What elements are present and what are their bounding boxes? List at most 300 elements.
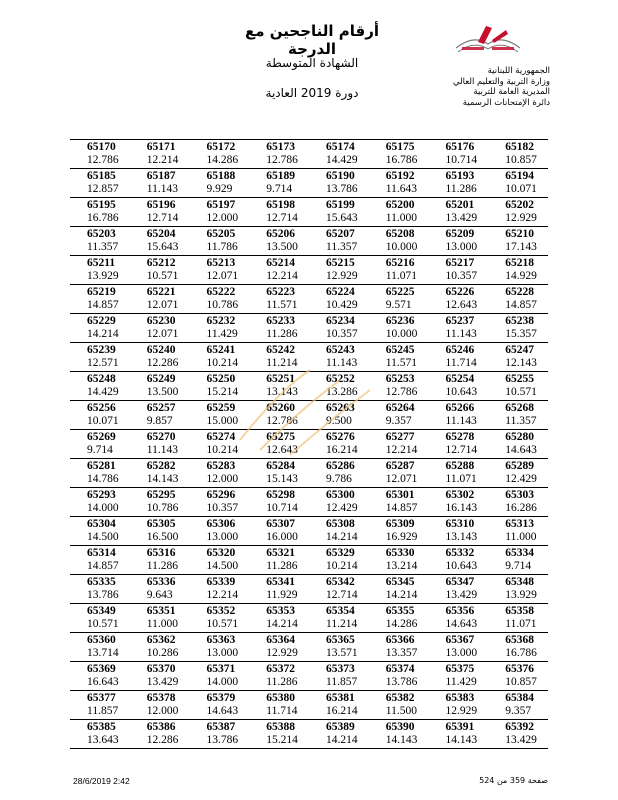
candidate-grade: 14.143 bbox=[146, 473, 179, 485]
candidate-grade: 10.571 bbox=[505, 386, 537, 398]
table-cell bbox=[369, 720, 429, 748]
candidate-grade: 13.429 bbox=[445, 589, 478, 601]
candidate-grade: 16.786 bbox=[385, 154, 418, 166]
candidate-number: 65372 bbox=[266, 663, 295, 675]
table-cell bbox=[309, 459, 369, 487]
candidate-number: 65360 bbox=[87, 634, 116, 646]
candidate-grade: 13.143 bbox=[445, 531, 478, 543]
candidate-number: 65219 bbox=[87, 286, 116, 298]
candidate-grade: 14.286 bbox=[206, 154, 239, 166]
candidate-grade: 12.929 bbox=[266, 647, 298, 659]
candidate-number: 65192 bbox=[385, 170, 415, 182]
candidate-number: 65211 bbox=[87, 257, 116, 269]
table-cell bbox=[309, 488, 369, 516]
table-cell bbox=[190, 198, 250, 226]
table-cell bbox=[190, 546, 250, 574]
candidate-grade: 11.286 bbox=[266, 560, 298, 572]
table-cell bbox=[249, 314, 309, 342]
candidate-number: 65276 bbox=[326, 431, 355, 443]
candidate-grade: 11.714 bbox=[266, 705, 298, 717]
candidate-number: 65367 bbox=[445, 634, 475, 646]
candidate-grade: 10.214 bbox=[326, 560, 358, 572]
table-cell bbox=[488, 662, 548, 690]
candidate-grade: 12.786 bbox=[385, 386, 418, 398]
table-cell bbox=[488, 459, 548, 487]
table-cell bbox=[369, 459, 429, 487]
candidate-number: 65316 bbox=[146, 547, 176, 559]
candidate-grade: 13.786 bbox=[326, 183, 358, 195]
candidate-grade: 11.143 bbox=[146, 183, 178, 195]
table-cell bbox=[249, 285, 309, 313]
candidate-number: 65185 bbox=[87, 170, 116, 182]
candidate-number: 65228 bbox=[505, 286, 534, 298]
candidate-grade: 11.857 bbox=[87, 705, 119, 717]
candidate-grade: 9.786 bbox=[326, 473, 352, 485]
table-cell bbox=[488, 430, 548, 458]
candidate-grade: 14.143 bbox=[445, 734, 478, 746]
table-cell bbox=[429, 546, 489, 574]
candidate-grade: 12.071 bbox=[206, 270, 239, 282]
table-cell bbox=[70, 198, 130, 226]
candidate-grade: 13.929 bbox=[87, 270, 119, 282]
table-cell bbox=[309, 372, 369, 400]
candidate-number: 65233 bbox=[266, 315, 295, 327]
table-cell bbox=[190, 401, 250, 429]
candidate-number: 65281 bbox=[87, 460, 116, 472]
candidate-number: 65182 bbox=[505, 141, 534, 153]
candidate-number: 65240 bbox=[146, 344, 176, 356]
table-cell bbox=[309, 198, 369, 226]
candidate-number: 65175 bbox=[385, 141, 415, 153]
table-cell bbox=[70, 517, 130, 545]
candidate-number: 65222 bbox=[206, 286, 236, 298]
candidate-grade: 10.214 bbox=[206, 357, 239, 369]
candidate-number: 65170 bbox=[87, 141, 116, 153]
candidate-grade: 12.714 bbox=[266, 212, 298, 224]
candidate-number: 65374 bbox=[385, 663, 415, 675]
candidate-number: 65310 bbox=[445, 518, 475, 530]
candidate-grade: 10.786 bbox=[146, 502, 179, 514]
table-row bbox=[70, 662, 548, 691]
candidate-grade: 12.571 bbox=[87, 357, 119, 369]
table-cell bbox=[130, 401, 190, 429]
candidate-number: 65246 bbox=[445, 344, 475, 356]
candidate-grade: 10.429 bbox=[326, 299, 358, 311]
table-cell bbox=[130, 256, 190, 284]
candidate-number: 65380 bbox=[266, 692, 295, 704]
table-cell bbox=[70, 575, 130, 603]
table-cell bbox=[429, 285, 489, 313]
table-cell bbox=[309, 662, 369, 690]
candidate-grade: 12.143 bbox=[505, 357, 537, 369]
candidate-grade: 17.143 bbox=[505, 241, 537, 253]
candidate-grade: 14.214 bbox=[87, 328, 119, 340]
table-cell bbox=[488, 488, 548, 516]
table-cell bbox=[488, 314, 548, 342]
candidate-grade: 12.786 bbox=[87, 154, 119, 166]
candidate-number: 65329 bbox=[326, 547, 355, 559]
table-cell bbox=[190, 459, 250, 487]
table-cell bbox=[488, 720, 548, 748]
candidate-grade: 12.429 bbox=[326, 502, 358, 514]
table-cell bbox=[429, 662, 489, 690]
table-cell bbox=[249, 256, 309, 284]
candidate-number: 65341 bbox=[266, 576, 295, 588]
candidate-grade: 12.071 bbox=[146, 299, 179, 311]
candidate-number: 65234 bbox=[326, 315, 355, 327]
candidate-number: 65275 bbox=[266, 431, 295, 443]
table-cell bbox=[70, 343, 130, 371]
candidate-number: 65336 bbox=[146, 576, 176, 588]
table-cell bbox=[488, 575, 548, 603]
candidate-grade: 11.286 bbox=[445, 183, 477, 195]
table-cell bbox=[190, 372, 250, 400]
candidate-number: 65363 bbox=[206, 634, 236, 646]
table-cell bbox=[309, 691, 369, 719]
candidate-number: 65369 bbox=[87, 663, 116, 675]
candidate-grade: 11.786 bbox=[206, 241, 238, 253]
candidate-number: 65206 bbox=[266, 228, 295, 240]
candidate-number: 65303 bbox=[505, 489, 534, 501]
candidate-number: 65270 bbox=[146, 431, 176, 443]
table-row bbox=[70, 256, 548, 285]
candidate-grade: 10.000 bbox=[385, 241, 418, 253]
candidate-number: 65254 bbox=[445, 373, 475, 385]
table-cell bbox=[369, 140, 429, 168]
candidate-grade: 16.786 bbox=[87, 212, 119, 224]
table-cell bbox=[249, 604, 309, 632]
candidate-grade: 14.857 bbox=[87, 299, 119, 311]
table-cell bbox=[429, 691, 489, 719]
candidate-grade: 12.929 bbox=[445, 705, 478, 717]
candidate-grade: 13.000 bbox=[206, 531, 239, 543]
candidate-number: 65354 bbox=[326, 605, 355, 617]
candidate-grade: 9.500 bbox=[326, 415, 352, 427]
candidate-grade: 11.214 bbox=[326, 618, 358, 630]
candidate-grade: 11.000 bbox=[505, 531, 537, 543]
candidate-grade: 11.071 bbox=[385, 270, 417, 282]
candidate-number: 65214 bbox=[266, 257, 295, 269]
candidate-grade: 16.000 bbox=[266, 531, 298, 543]
table-cell bbox=[249, 720, 309, 748]
table-cell bbox=[249, 140, 309, 168]
candidate-number: 65256 bbox=[87, 402, 116, 414]
candidate-number: 65384 bbox=[505, 692, 534, 704]
candidate-number: 65238 bbox=[505, 315, 534, 327]
table-cell bbox=[130, 227, 190, 255]
table-cell bbox=[429, 169, 489, 197]
candidate-grade: 9.857 bbox=[146, 415, 173, 427]
candidate-grade: 12.000 bbox=[206, 212, 239, 224]
candidate-grade: 11.571 bbox=[385, 357, 417, 369]
candidate-number: 65241 bbox=[206, 344, 236, 356]
table-cell bbox=[309, 227, 369, 255]
candidate-grade: 14.643 bbox=[505, 444, 537, 456]
candidate-number: 65202 bbox=[505, 199, 534, 211]
candidate-grade: 14.000 bbox=[206, 676, 239, 688]
table-cell bbox=[429, 633, 489, 661]
candidate-number: 65193 bbox=[445, 170, 475, 182]
candidate-number: 65293 bbox=[87, 489, 116, 501]
candidate-number: 65215 bbox=[326, 257, 355, 269]
ministry-logo-icon bbox=[448, 20, 528, 60]
table-row bbox=[70, 488, 548, 517]
table-cell bbox=[488, 633, 548, 661]
table-cell bbox=[429, 720, 489, 748]
candidate-number: 65172 bbox=[206, 141, 236, 153]
candidate-grade: 10.643 bbox=[445, 560, 478, 572]
table-cell bbox=[249, 662, 309, 690]
candidate-number: 65201 bbox=[445, 199, 475, 211]
candidate-grade: 10.571 bbox=[87, 618, 119, 630]
candidate-number: 65216 bbox=[385, 257, 415, 269]
candidate-number: 65287 bbox=[385, 460, 415, 472]
candidate-grade: 14.214 bbox=[385, 589, 418, 601]
candidate-number: 65313 bbox=[505, 518, 534, 530]
candidate-number: 65385 bbox=[87, 721, 116, 733]
candidate-number: 65230 bbox=[146, 315, 176, 327]
candidate-grade: 12.214 bbox=[146, 154, 179, 166]
table-cell bbox=[369, 227, 429, 255]
table-cell bbox=[429, 459, 489, 487]
candidate-number: 65378 bbox=[146, 692, 176, 704]
candidate-number: 65204 bbox=[146, 228, 176, 240]
candidate-grade: 11.000 bbox=[385, 212, 417, 224]
table-row bbox=[70, 169, 548, 198]
table-cell bbox=[130, 459, 190, 487]
candidate-number: 65259 bbox=[206, 402, 236, 414]
candidate-grade: 15.000 bbox=[206, 415, 239, 427]
candidate-number: 65391 bbox=[445, 721, 475, 733]
candidate-grade: 10.643 bbox=[445, 386, 478, 398]
candidate-grade: 9.643 bbox=[146, 589, 173, 601]
candidate-grade: 11.286 bbox=[266, 328, 298, 340]
candidate-number: 65226 bbox=[445, 286, 475, 298]
results-table bbox=[70, 139, 548, 749]
candidate-number: 65269 bbox=[87, 431, 116, 443]
table-cell bbox=[429, 140, 489, 168]
table-cell bbox=[130, 314, 190, 342]
candidate-number: 65210 bbox=[505, 228, 534, 240]
page-title: أرقام الناجحين مع الدرجة bbox=[245, 22, 379, 58]
candidate-grade: 12.286 bbox=[146, 357, 179, 369]
candidate-number: 65345 bbox=[385, 576, 415, 588]
candidate-grade: 10.357 bbox=[206, 502, 239, 514]
candidate-number: 65207 bbox=[326, 228, 355, 240]
candidate-grade: 11.357 bbox=[326, 241, 358, 253]
candidate-number: 65371 bbox=[206, 663, 236, 675]
table-cell bbox=[488, 546, 548, 574]
table-cell bbox=[190, 575, 250, 603]
candidate-grade: 13.929 bbox=[505, 589, 537, 601]
candidate-number: 65221 bbox=[146, 286, 176, 298]
candidate-number: 65171 bbox=[146, 141, 176, 153]
candidate-number: 65392 bbox=[505, 721, 534, 733]
candidate-grade: 10.071 bbox=[505, 183, 537, 195]
table-cell bbox=[70, 662, 130, 690]
candidate-number: 65305 bbox=[146, 518, 176, 530]
candidate-grade: 11.429 bbox=[445, 676, 477, 688]
candidate-grade: 10.214 bbox=[206, 444, 239, 456]
table-cell bbox=[429, 314, 489, 342]
candidate-number: 65283 bbox=[206, 460, 236, 472]
table-cell bbox=[249, 227, 309, 255]
table-cell bbox=[130, 343, 190, 371]
candidate-number: 65198 bbox=[266, 199, 295, 211]
table-row bbox=[70, 343, 548, 372]
exam-session: دورة 2019 العادية bbox=[265, 86, 359, 100]
table-cell bbox=[429, 488, 489, 516]
table-row bbox=[70, 285, 548, 314]
candidate-grade: 13.571 bbox=[326, 647, 358, 659]
table-cell bbox=[190, 314, 250, 342]
candidate-grade: 13.286 bbox=[326, 386, 358, 398]
table-cell bbox=[488, 198, 548, 226]
candidate-number: 65174 bbox=[326, 141, 355, 153]
candidate-number: 65390 bbox=[385, 721, 415, 733]
table-cell bbox=[369, 575, 429, 603]
candidate-grade: 13.714 bbox=[87, 647, 119, 659]
certificate-name: الشهادة المتوسطة bbox=[265, 56, 359, 70]
table-cell bbox=[70, 430, 130, 458]
table-cell bbox=[70, 256, 130, 284]
candidate-grade: 14.643 bbox=[445, 618, 478, 630]
candidate-grade: 13.429 bbox=[146, 676, 179, 688]
candidate-number: 65229 bbox=[87, 315, 116, 327]
table-cell bbox=[488, 604, 548, 632]
candidate-grade: 16.643 bbox=[87, 676, 119, 688]
candidate-grade: 16.786 bbox=[505, 647, 537, 659]
candidate-number: 65375 bbox=[445, 663, 475, 675]
table-cell bbox=[190, 662, 250, 690]
table-cell bbox=[369, 256, 429, 284]
candidate-grade: 13.143 bbox=[266, 386, 298, 398]
candidate-grade: 11.286 bbox=[266, 676, 298, 688]
candidate-number: 65243 bbox=[326, 344, 355, 356]
table-row bbox=[70, 575, 548, 604]
candidate-grade: 13.000 bbox=[445, 647, 478, 659]
candidate-number: 65358 bbox=[505, 605, 534, 617]
candidate-grade: 14.500 bbox=[206, 560, 239, 572]
table-cell bbox=[369, 198, 429, 226]
candidate-number: 65187 bbox=[146, 170, 176, 182]
candidate-number: 65208 bbox=[385, 228, 415, 240]
table-cell bbox=[130, 285, 190, 313]
candidate-number: 65383 bbox=[445, 692, 475, 704]
table-row bbox=[70, 198, 548, 227]
candidate-grade: 12.643 bbox=[266, 444, 298, 456]
candidate-grade: 11.357 bbox=[505, 415, 537, 427]
table-cell bbox=[130, 430, 190, 458]
candidate-grade: 14.500 bbox=[87, 531, 119, 543]
candidate-grade: 14.929 bbox=[505, 270, 537, 282]
candidate-grade: 14.286 bbox=[385, 618, 418, 630]
candidate-number: 65200 bbox=[385, 199, 415, 211]
table-cell bbox=[70, 691, 130, 719]
candidate-grade: 15.643 bbox=[146, 241, 179, 253]
candidate-grade: 11.143 bbox=[445, 415, 477, 427]
candidate-grade: 16.500 bbox=[146, 531, 179, 543]
table-row bbox=[70, 401, 548, 430]
candidate-grade: 10.286 bbox=[146, 647, 179, 659]
candidate-grade: 13.000 bbox=[445, 241, 478, 253]
candidate-number: 65195 bbox=[87, 199, 116, 211]
table-cell bbox=[249, 401, 309, 429]
candidate-grade: 12.214 bbox=[266, 270, 298, 282]
candidate-number: 65260 bbox=[266, 402, 295, 414]
print-date: 28/6/2019 2:42 bbox=[73, 776, 130, 786]
candidate-grade: 12.429 bbox=[505, 473, 537, 485]
table-cell bbox=[249, 430, 309, 458]
candidate-number: 65302 bbox=[445, 489, 475, 501]
candidate-grade: 12.071 bbox=[385, 473, 418, 485]
candidate-number: 65347 bbox=[445, 576, 475, 588]
candidate-number: 65286 bbox=[326, 460, 355, 472]
ministry-line: المديرية العامة للتربية bbox=[473, 87, 550, 97]
candidate-grade: 14.214 bbox=[266, 618, 298, 630]
table-cell bbox=[488, 285, 548, 313]
table-row bbox=[70, 517, 548, 546]
candidate-number: 65353 bbox=[266, 605, 295, 617]
candidate-grade: 13.786 bbox=[385, 676, 418, 688]
table-cell bbox=[429, 198, 489, 226]
candidate-grade: 10.000 bbox=[385, 328, 418, 340]
table-cell bbox=[369, 314, 429, 342]
table-cell bbox=[249, 372, 309, 400]
candidate-grade: 10.857 bbox=[505, 154, 537, 166]
candidate-number: 65370 bbox=[146, 663, 176, 675]
candidate-number: 65296 bbox=[206, 489, 236, 501]
table-cell bbox=[130, 662, 190, 690]
candidate-number: 65306 bbox=[206, 518, 236, 530]
candidate-number: 65205 bbox=[206, 228, 236, 240]
candidate-number: 65308 bbox=[326, 518, 355, 530]
table-cell bbox=[429, 372, 489, 400]
candidate-number: 65284 bbox=[266, 460, 295, 472]
candidate-grade: 14.000 bbox=[87, 502, 119, 514]
candidate-number: 65242 bbox=[266, 344, 295, 356]
table-cell bbox=[309, 633, 369, 661]
candidate-number: 65247 bbox=[505, 344, 534, 356]
candidate-number: 65376 bbox=[505, 663, 534, 675]
candidate-number: 65387 bbox=[206, 721, 236, 733]
candidate-grade: 9.571 bbox=[385, 299, 412, 311]
table-cell bbox=[249, 343, 309, 371]
table-row bbox=[70, 720, 548, 749]
candidate-number: 65334 bbox=[505, 547, 534, 559]
candidate-number: 65218 bbox=[505, 257, 534, 269]
candidate-grade: 16.929 bbox=[385, 531, 418, 543]
candidate-grade: 13.786 bbox=[87, 589, 119, 601]
table-cell bbox=[369, 285, 429, 313]
table-cell bbox=[190, 604, 250, 632]
candidate-number: 65330 bbox=[385, 547, 415, 559]
candidate-grade: 16.143 bbox=[445, 502, 478, 514]
candidate-number: 65249 bbox=[146, 373, 176, 385]
candidate-number: 65332 bbox=[445, 547, 475, 559]
candidate-number: 65288 bbox=[445, 460, 475, 472]
table-cell bbox=[369, 662, 429, 690]
candidate-grade: 16.214 bbox=[326, 705, 358, 717]
table-cell bbox=[190, 430, 250, 458]
candidate-grade: 11.643 bbox=[385, 183, 417, 195]
table-cell bbox=[309, 285, 369, 313]
candidate-number: 65321 bbox=[266, 547, 295, 559]
table-cell bbox=[429, 256, 489, 284]
candidate-grade: 11.143 bbox=[146, 444, 178, 456]
candidate-grade: 11.000 bbox=[146, 618, 178, 630]
candidate-number: 65365 bbox=[326, 634, 355, 646]
